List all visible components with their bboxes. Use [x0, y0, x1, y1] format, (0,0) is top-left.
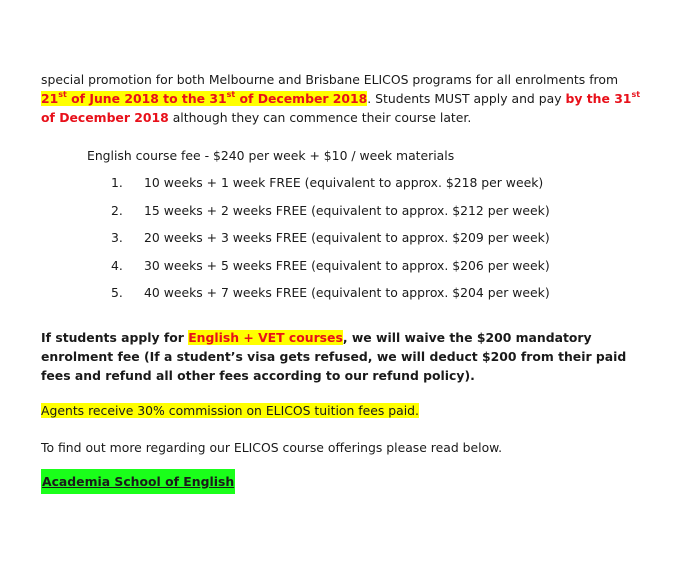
date-from-suffix: st [58, 89, 67, 99]
vet-fee-waiver-paragraph [41, 328, 641, 385]
list-item-number: 2. [111, 202, 123, 218]
promotion-paragraph [41, 70, 641, 127]
agents-commission-note [41, 401, 419, 420]
vet-prefix: If students apply for [41, 330, 189, 345]
course-fee-line: English course fee - $240 per week + $10 / week materials [87, 148, 455, 163]
date-to-suffix: st [226, 89, 236, 99]
intro-text: special promotion for both Melbourne and Brisbane ELICOS programs for all enrolments from [41, 72, 619, 87]
list-item-text: 40 weeks + 7 weeks FREE (equivalent to approx. $204 per week) [144, 285, 550, 300]
list-item-text: 30 weeks + 5 weeks FREE (equivalent to approx. $206 per week) [144, 257, 550, 273]
list-item-number: 5. [111, 285, 123, 300]
deadline-suffix: st [631, 89, 641, 99]
vet-highlight: English + VET courses [188, 330, 343, 345]
deadline-start: by the 31 [565, 91, 632, 106]
list-item-number: 1. [111, 175, 123, 190]
date-from-rest: of June 2018 to the 31 [66, 91, 227, 106]
duration-options-list [111, 173, 550, 311]
date-to-rest: of December 2018 [235, 91, 368, 106]
list-item-text: 10 weeks + 1 week FREE (equivalent to approx. $218 per week) [144, 175, 544, 190]
vet-suffix: , we will waive the $200 mandatory enrolment fee (If a student’s visa gets refused, we will deduct $200 from their paid fees and refund all other fees according to our refund policy). [41, 330, 627, 383]
deadline-text [565, 91, 640, 106]
list-item [111, 228, 550, 256]
academia-school-link[interactable]: Academia School of English [41, 469, 235, 494]
list-item [111, 173, 550, 201]
agents-commission-text: Agents receive 30% commission on ELICOS tuition fees paid. [41, 403, 419, 418]
list-item-text: 20 weeks + 3 weeks FREE (equivalent to approx. $209 per week) [144, 230, 550, 245]
list-item-text: 15 weeks + 2 weeks FREE (equivalent to approx. $212 per week) [144, 202, 550, 218]
list-item [111, 283, 550, 311]
deadline-rest: of December 2018 [41, 110, 169, 125]
promo-date-range [41, 91, 367, 106]
intro-end-text: although they can commence their course later. [168, 110, 472, 125]
list-item [111, 256, 550, 284]
list-item-number: 4. [111, 257, 123, 273]
list-item-number: 3. [111, 230, 123, 245]
list-item [111, 201, 550, 229]
document-body [41, 70, 641, 489]
find-out-more-text: To find out more regarding our ELICOS course offerings please read below. [41, 440, 503, 455]
date-from-number: 21 [41, 91, 59, 106]
intro-mid-text: . Students MUST apply and pay [367, 91, 566, 106]
